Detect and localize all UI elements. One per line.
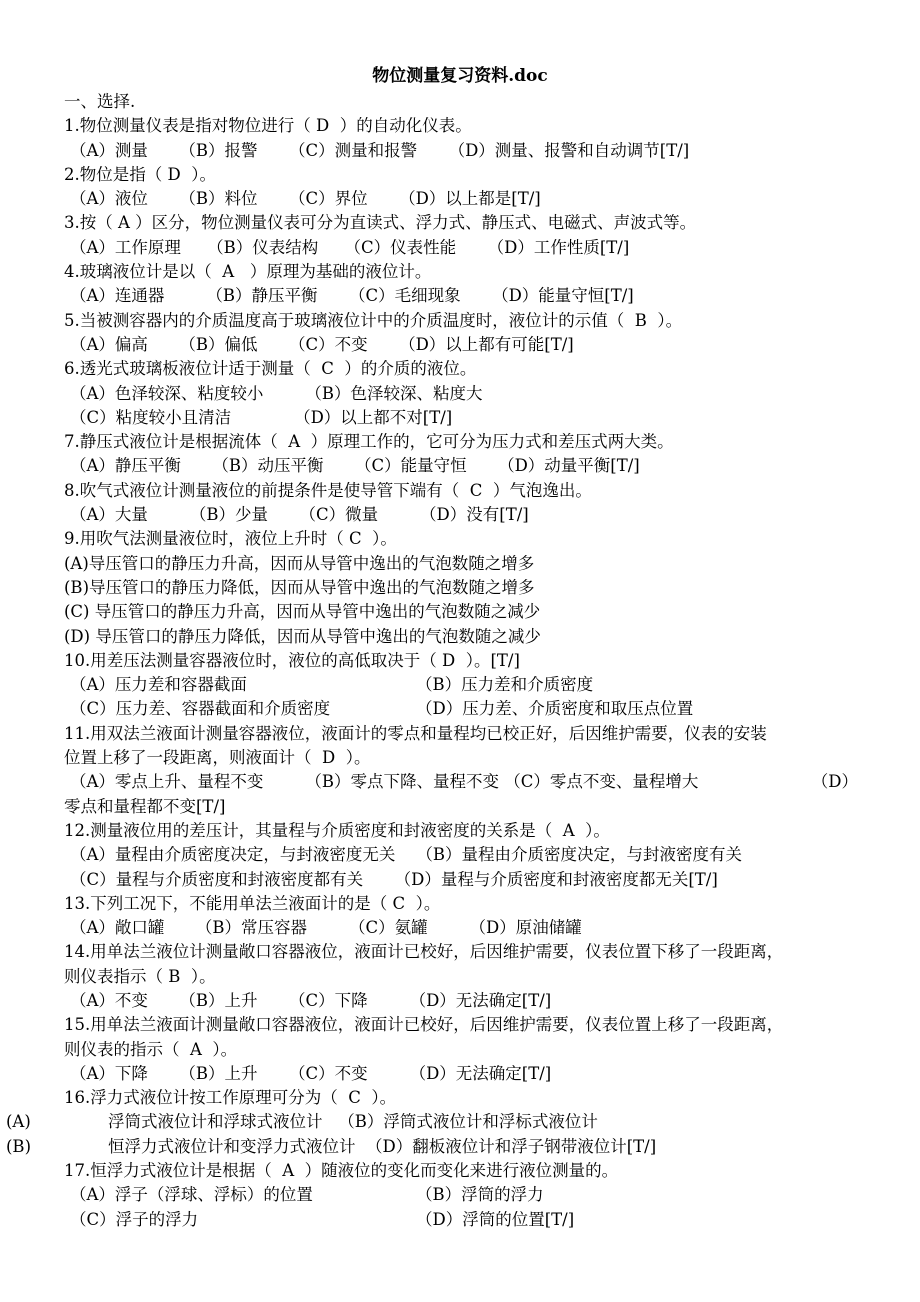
question-13: 13.下列工况下，不能用单法兰液面计的是（ C ）。 <box>64 893 441 913</box>
question-2: 2.物位是指（ D ）。 <box>64 164 216 184</box>
options-10a: （A）压力差和容器截面 （B）压力差和介质密度 <box>70 675 594 695</box>
options-9a: (A)导压管口的静压力升高，因而从导管中逸出的气泡数随之增多 <box>64 553 535 573</box>
options-2: （A）液位 （B）料位 （C）界位 （D）以上都是[T/] <box>70 189 541 209</box>
question-10: 10.用差压法测量容器液位时，液位的高低取决于（ D ）。[T/] <box>64 650 520 670</box>
question-7: 7.静压式液位计是根据流体（ A ）原理工作的，它可分为压力式和差压式两大类。 <box>64 432 674 452</box>
options-12a: （A）量程由介质密度决定，与封液密度无关 （B）量程由介质密度决定，与封液密度有关 <box>70 845 743 865</box>
options-10b: （C）压力差、容器截面和介质密度 （D）压力差、介质密度和取压点位置 <box>70 699 694 719</box>
options-1: （A）测量 （B）报警 （C）测量和报警 （D）测量、报警和自动调节[T/] <box>70 140 690 160</box>
question-1: 1.物位测量仪表是指对物位进行（ D ）的自动化仪表。 <box>64 116 472 136</box>
question-16: 16.浮力式液位计按工作原理可分为（ C ）。 <box>64 1088 397 1108</box>
options-16a: (A) 浮筒式液位计和浮球式液位计 （B）浮筒式液位计和浮标式液位计 <box>6 1112 598 1132</box>
options-11b: 零点和量程都不变[T/] <box>64 796 226 816</box>
options-6a: （A）色泽较深、粘度较小 （B）色泽较深、粘度大 <box>70 383 483 403</box>
options-11a: （A）零点上升、量程不变 （B）零点下降、量程不变 （C）零点不变、量程增大 （D） <box>70 772 858 792</box>
options-7: （A）静压平衡 （B）动压平衡 （C）能量守恒 （D）动量平衡[T/] <box>70 456 640 476</box>
document-title: 物位测量复习资料.doc <box>372 66 548 86</box>
question-11-line1: 11.用双法兰液面计测量容器液位，液面计的零点和量程均已校正好，后因维护需要，仪表的安装 <box>64 723 767 743</box>
question-14-line1: 14.用单法兰液位计测量敞口容器液位，液面计已校好，后因维护需要，仪表位置下移了一段距离， <box>64 942 784 962</box>
section-heading: 一、选择. <box>64 92 136 111</box>
options-4: （A）连通器 （B）静压平衡 （C）毛细现象 （D）能量守恒[T/] <box>70 286 634 306</box>
options-5: （A）偏高 （B）偏低 （C）不变 （D）以上都有可能[T/] <box>70 334 574 354</box>
options-9c: (C) 导压管口的静压力升高，因而从导管中逸出的气泡数随之减少 <box>64 602 541 622</box>
question-list <box>0 90 920 1232</box>
options-13: （A）敞口罐 （B）常压容器 （C）氨罐 （D）原油储罐 <box>70 918 582 938</box>
question-17: 17.恒浮力式液位计是根据（ A ）随液位的变化而变化来进行液位测量的。 <box>64 1161 619 1181</box>
options-17b: （C）浮子的浮力 （D）浮筒的位置[T/] <box>70 1209 575 1229</box>
question-4: 4.玻璃液位计是以（ A ）原理为基础的液位计。 <box>64 262 432 282</box>
options-17a: （A）浮子（浮球、浮标）的位置 （B）浮筒的浮力 <box>70 1185 544 1205</box>
question-12: 12.测量液位用的差压计，其量程与介质密度和封液密度的关系是（ A ）。 <box>64 820 610 840</box>
question-15-line1: 15.用单法兰液面计测量敞口容器液位，液面计已校好，后因维护需要，仪表位置上移了一段距离， <box>64 1015 784 1035</box>
options-12b: （C）量程与介质密度和封液密度都有关 （D）量程与介质密度和封液密度都无关[T/] <box>70 869 718 889</box>
question-5: 5.当被测容器内的介质温度高于玻璃液位计中的介质温度时，液位计的示值（ B ）。 <box>64 310 683 330</box>
options-8: （A）大量 （B）少量 （C）微量 （D）没有[T/] <box>70 505 529 525</box>
options-14: （A）不变 （B）上升 （C）下降 （D）无法确定[T/] <box>70 990 552 1010</box>
options-9b: (B)导压管口的静压力降低，因而从导管中逸出的气泡数随之增多 <box>64 577 535 597</box>
question-8: 8.吹气式液位计测量液位的前提条件是使导管下端有（ C ）气泡逸出。 <box>64 480 592 500</box>
question-6: 6.透光式玻璃板液位计适于测量（ C ）的介质的液位。 <box>64 359 477 379</box>
options-9d: (D) 导压管口的静压力降低，因而从导管中逸出的气泡数随之减少 <box>64 626 541 646</box>
options-3: （A）工作原理 （B）仪表结构 （C）仪表性能 （D）工作性质[T/] <box>70 237 630 257</box>
question-9: 9.用吹气法测量液位时，液位上升时（ C ）。 <box>64 529 397 549</box>
question-15-line2: 则仪表的指示（ A ）。 <box>64 1039 238 1059</box>
options-15: （A）下降 （B）上升 （C）不变 （D）无法确定[T/] <box>70 1063 552 1083</box>
question-3: 3.按（ A ）区分，物位测量仪表可分为直读式、浮力式、静压式、电磁式、声波式等。 <box>64 213 697 233</box>
question-11-line2: 位置上移了一段距离，则液面计（ D ）。 <box>64 748 371 768</box>
question-14-line2: 则仪表指示（ B ）。 <box>64 966 216 986</box>
options-6b: （C）粘度较小且清洁 （D）以上都不对[T/] <box>70 407 453 427</box>
options-16b: (B) 恒浮力式液位计和变浮力式液位计 （D）翻板液位计和浮子钢带液位计[T/] <box>6 1136 657 1156</box>
